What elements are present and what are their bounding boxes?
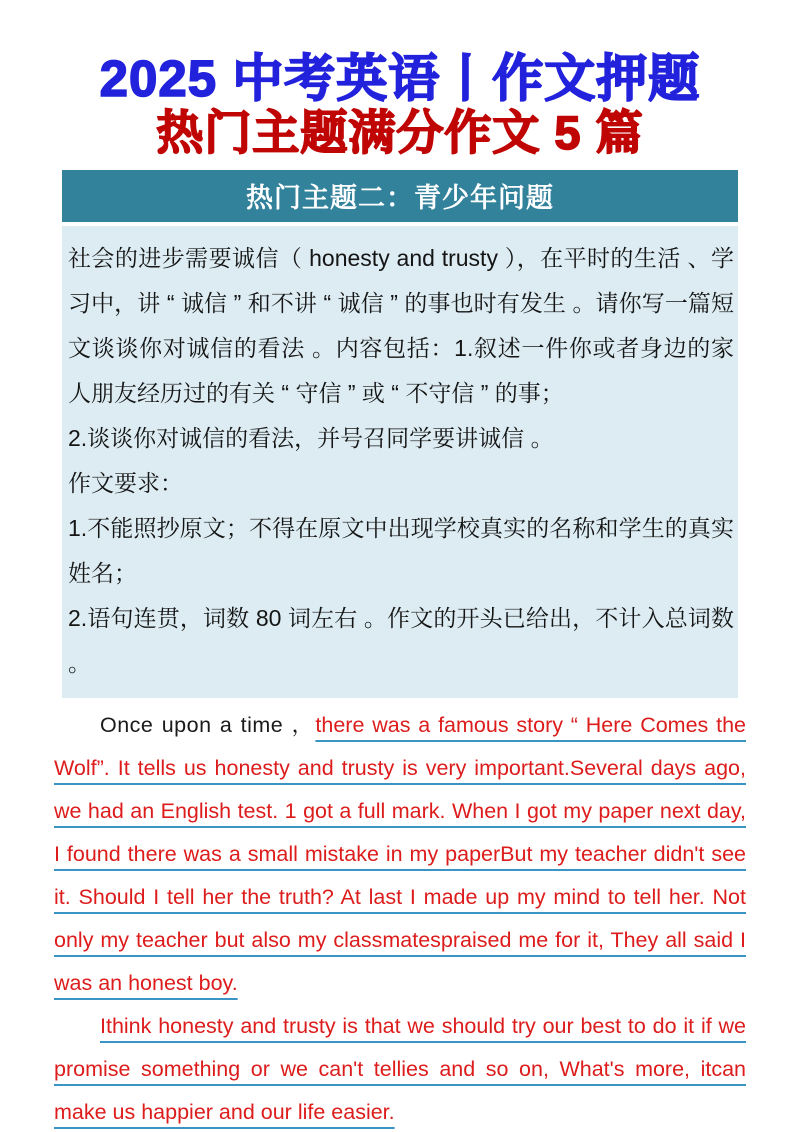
essay-paragraph-2-body: Ithink honesty and trusty is that we should try our best to do it if we promise something or we can't tellies and so on, What's more, itcan make us happier and our life easier. [54, 1013, 746, 1124]
prompt-paragraph: 2.谈谈你对诚信的看法，并号召同学要讲诚信 。 [68, 424, 554, 451]
page-title-line2: 热门主题满分作文 5 篇 [156, 106, 644, 160]
essay-paragraph-2 [54, 1005, 746, 1132]
topic-banner [62, 170, 738, 222]
prompt-paragraph: 1.不能照抄原文；不得在原文中出现学校真实的名称和学生的真实姓名； [68, 514, 734, 586]
essay-paragraph-1-body: there was a famous story “ Here Comes the Wolf”. It tells us honesty and trusty is very important.Several days ago, we had an English test. 1 got a full mark. When I got my paper next day, I found there was a small mistake in my paperBut my teacher didn't see it. Should I tell her the truth? At last I made up my mind to tell her. Not only my teacher but also my classmatespraised me for it, They all said I was an honest boy. [54, 712, 747, 995]
essay-paragraph-1 [54, 704, 746, 1005]
topic-banner-label: 热门主题二：青少年问题 [246, 183, 554, 214]
model-essay [54, 704, 746, 1132]
prompt-paragraph: 社会的进步需要诚信（ honesty and trusty ），在平时的生活 、学习中，讲 “ 诚信 ” 和不讲 “ 诚信 ” 的事也时有发生 。请你写一篇短文谈谈你对诚信的看法 。内容包括：1.叙述一件你或者身边的家人朋友经历过的有关 “ 守信 ” 或 “ 不守信 ” 的事； [68, 244, 734, 406]
page-title-line1: 2025 中考英语丨作文押题 [99, 50, 701, 107]
prompt-paragraph: 作文要求： [68, 469, 183, 496]
page-title [0, 0, 800, 160]
prompt-box [62, 226, 738, 698]
prompt-paragraph: 2.语句连贯，词数 80 词左右 。作文的开头已给出，不计入总词数 。 [68, 604, 734, 676]
essay-lead-in: Once upon a time ， [100, 712, 316, 737]
